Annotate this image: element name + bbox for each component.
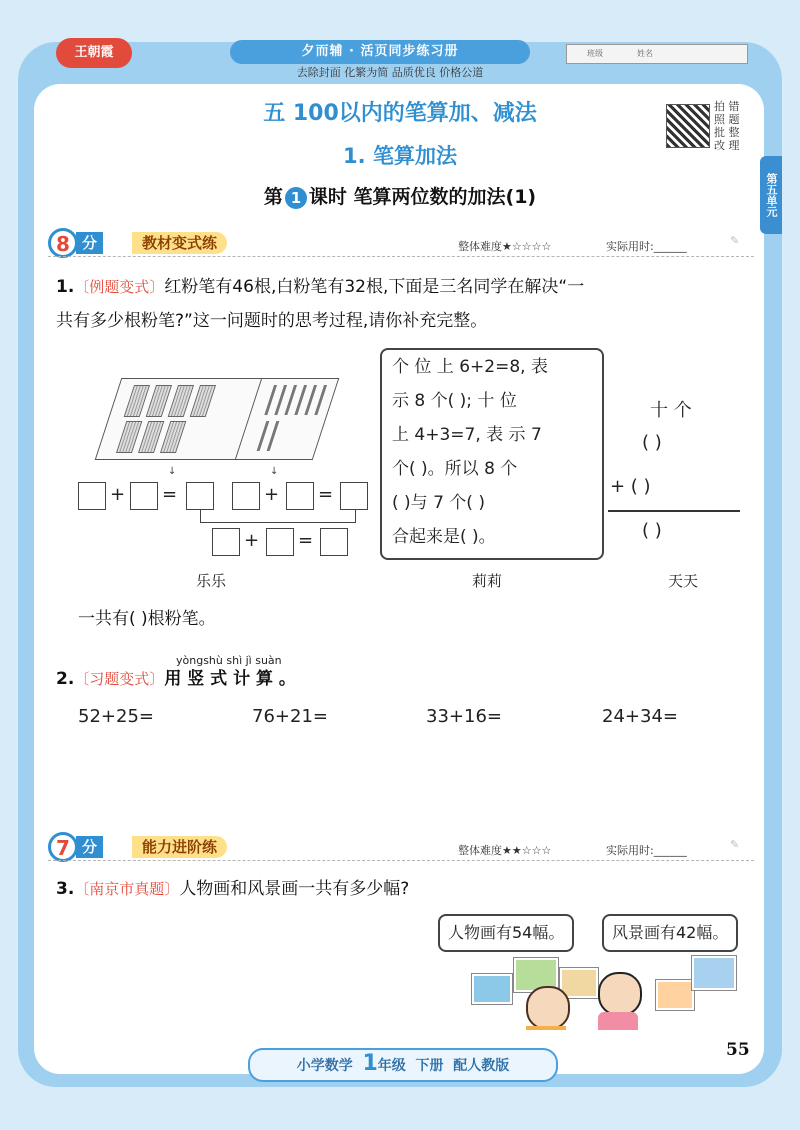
plus-sign: + bbox=[244, 530, 260, 551]
minutes-badge: 8 bbox=[48, 228, 78, 258]
answer-box[interactable] bbox=[286, 482, 314, 510]
time-used: 实际用时:______ bbox=[606, 240, 687, 253]
slogan: 去除封面 化繁为简 品质优良 价格公道 bbox=[296, 66, 484, 79]
series-bar: 夕而辅 · 活页同步练习册 bbox=[230, 40, 530, 64]
minutes-label: 分钟 bbox=[76, 232, 103, 254]
name-class-box bbox=[566, 44, 748, 64]
pinyin-annotation: yòngshù shì jì suàn bbox=[176, 654, 282, 667]
section-title: 能力进阶练 bbox=[132, 836, 227, 858]
unit-title: 五 100以内的笔算加、减法 bbox=[263, 101, 537, 126]
page-number: 55 bbox=[726, 1040, 750, 1060]
calc-item: 52+25= bbox=[78, 706, 154, 727]
answer-box[interactable] bbox=[340, 482, 368, 510]
answer-box[interactable] bbox=[130, 482, 158, 510]
difficulty-rating: 整体难度★☆☆☆☆ bbox=[458, 240, 552, 253]
student-name-tiantian: 天天 bbox=[668, 572, 699, 590]
arrow-icon: ↓ bbox=[168, 466, 177, 477]
pencil-icon: ✎ bbox=[730, 838, 740, 851]
section-title: 教材变式练 bbox=[132, 232, 227, 254]
period-title: 第 1 课时 笔算两位数的加法(1) bbox=[263, 186, 537, 208]
class-label: 班级 bbox=[587, 49, 603, 58]
qr-code-icon[interactable] bbox=[666, 104, 710, 148]
footer-banner: 小学数学 1年级 下册 配人教版 bbox=[248, 1048, 558, 1082]
minutes-badge: 7 bbox=[48, 832, 78, 862]
answer-box[interactable] bbox=[186, 482, 214, 510]
answer-box[interactable] bbox=[320, 528, 348, 556]
student-name-lele: 乐乐 bbox=[196, 572, 227, 590]
children-paintings-illustration bbox=[456, 950, 742, 1030]
equals-sign: = bbox=[298, 530, 314, 551]
time-used: 实际用时:______ bbox=[606, 844, 687, 857]
question-2-text: 2.〔习题变式〕用 竖 式 计 算 。 bbox=[56, 669, 296, 689]
lili-reasoning-box: 个 位 上 6+2=8, 表 示 8 个( ); 十 位 上 4+3=7, 表 示 7 个( )。所以 8 个 ( )与 7 个( ) 合起来是( )。 bbox=[380, 348, 604, 560]
combine-bracket bbox=[200, 510, 356, 523]
speech-bubble-portraits: 人物画有54幅。 bbox=[438, 914, 574, 952]
period-number-badge: 1 bbox=[285, 187, 307, 209]
answer-box[interactable] bbox=[232, 482, 260, 510]
minutes-label: 分钟 bbox=[76, 836, 103, 858]
unit-side-tab: 第五单元 bbox=[760, 156, 782, 234]
arrow-icon: ↓ bbox=[270, 466, 279, 477]
answer-box[interactable] bbox=[266, 528, 294, 556]
section-divider bbox=[48, 256, 754, 257]
pencil-icon: ✎ bbox=[730, 234, 740, 247]
equals-sign: = bbox=[162, 484, 178, 505]
worksheet-page: 王朝霞 夕而辅 · 活页同步练习册 去除封面 化繁为简 品质优良 价格公道 班级 姓名 第五单元 五 100以内的笔算加、减法 1. 笔算加法 拍 错 照 题 批 整 改 理 第 1 课时 笔算两位数的加法(1) 8 分钟 教材变式练 整体难度★☆☆☆☆ 实际用时:______ ✎ 1.〔例题变式〕红粉笔有46根,白粉笔有32根,下面是三名同学在解决“一 共有多少根粉笔?”这一问题时的思考过程,请你补充完整。 ↓ ↓ + = + = + = 个 位 上 6+2=8, 表 示 8 个( ); 十 位 上 4+3=7, 表 示 7 个( )。所以 8 个 ( )与 7 个( ) 合起来是( )。 十 个 ( ) + ( ) ( ) 乐乐 莉莉 天天 一共有( )根粉笔。 yòngshù shì jì suàn 2.〔习题变式〕用 竖 式 计 算 。 52+25= 76+21= 33+16= 24+34= 7 分钟 能力进阶练 整体难度★★☆☆☆ 实际用时:______ ✎ 3.〔南京市真题〕人物画和风景画一共有多少幅? 人物画有54幅。 风景画有42幅。 小学数学 1年级 下册 配人教版 55 bbox=[0, 0, 800, 1130]
calc-item: 33+16= bbox=[426, 706, 502, 727]
question-1-text: 1.〔例题变式〕红粉笔有46根,白粉笔有32根,下面是三名同学在解决“一 共有多少根粉笔?”这一问题时的思考过程,请你补充完整。 bbox=[56, 277, 585, 331]
section-divider bbox=[48, 860, 754, 861]
equals-sign: = bbox=[318, 484, 334, 505]
speech-bubble-landscapes: 风景画有42幅。 bbox=[602, 914, 738, 952]
question-3-text: 3.〔南京市真题〕人物画和风景画一共有多少幅? bbox=[56, 879, 410, 899]
qr-caption: 拍 错 照 题 批 整 改 理 bbox=[714, 100, 740, 152]
calc-item: 24+34= bbox=[602, 706, 678, 727]
answer-box[interactable] bbox=[78, 482, 106, 510]
brand-logo: 王朝霞 bbox=[56, 38, 132, 68]
difficulty-rating: 整体难度★★☆☆☆ bbox=[458, 844, 552, 857]
student-name-lili: 莉莉 bbox=[472, 572, 503, 590]
plus-sign: + bbox=[264, 484, 280, 505]
question-1-answer: 一共有( )根粉笔。 bbox=[78, 609, 216, 629]
answer-box[interactable] bbox=[212, 528, 240, 556]
lesson-title: 1. 笔算加法 bbox=[343, 144, 457, 168]
plus-sign: + bbox=[110, 484, 126, 505]
name-label: 姓名 bbox=[637, 49, 653, 58]
calc-item: 76+21= bbox=[252, 706, 328, 727]
